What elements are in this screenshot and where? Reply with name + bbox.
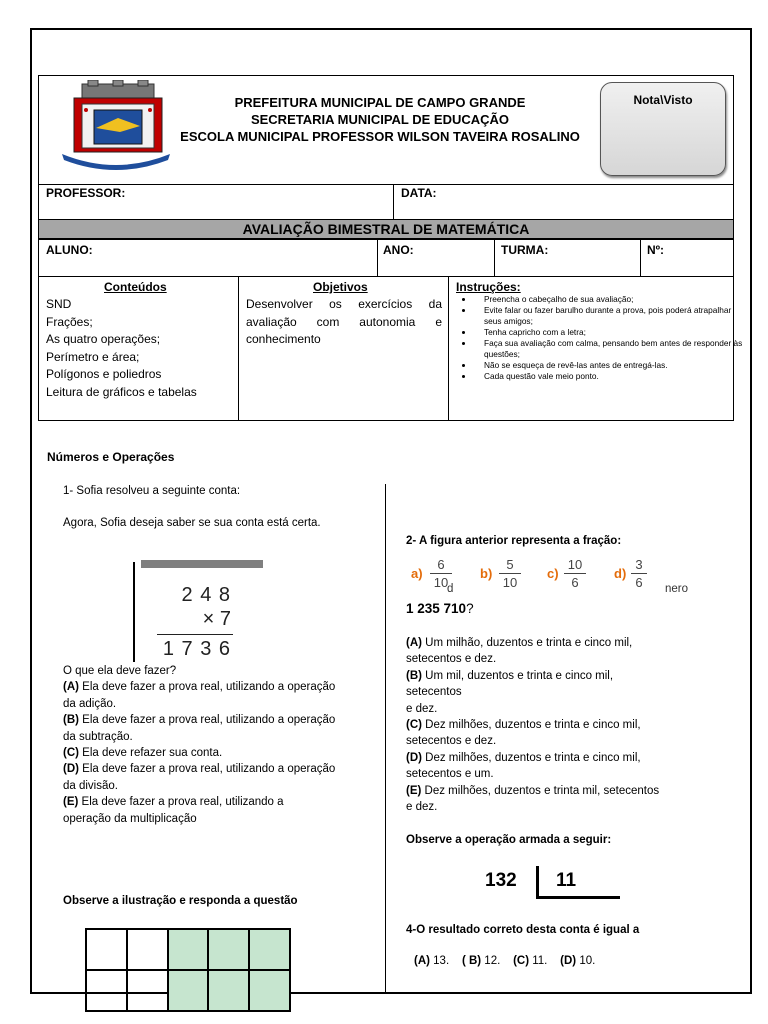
option-letter: (E): [406, 784, 422, 797]
q4-answer-c[interactable]: [513, 955, 547, 967]
number-label: Nº:: [647, 243, 665, 257]
q2-prompt: 2- A figura anterior representa a fração:: [406, 535, 622, 547]
q4-answers: [414, 955, 595, 967]
option-text: Dez milhões, duzentos e trinta e cinco mil,: [421, 751, 641, 764]
grid-cell-shaded: [168, 929, 209, 970]
content-item: Polígonos e poliedros: [46, 367, 162, 382]
fraction-denominator: 6: [635, 575, 643, 590]
exam-title: AVALIAÇÃO BIMESTRAL DE MATEMÁTICA: [242, 221, 530, 237]
option-text: Um mil, duzentos e trinta e cinco mil,: [421, 669, 614, 682]
option-text: Um milhão, duzentos e trinta e cinco mil,: [421, 637, 633, 649]
q1-question: O que ela deve fazer?: [63, 665, 177, 677]
q4-question: 4-O resultado correto desta conta é igual a: [406, 924, 640, 936]
q2-option-b[interactable]: [406, 668, 716, 684]
q1-prompt: 1- Sofia resolveu a seguinte conta:: [63, 485, 241, 497]
q4-answer-b[interactable]: [462, 955, 500, 967]
q2-option-e[interactable]: [406, 783, 716, 799]
q3-observe: Observe a operação armada a seguir:: [406, 834, 612, 846]
division-divisor: 11: [556, 870, 577, 891]
instruction-item: • Faça sua avaliação com calma, pensando bem antes de responder às questões;: [474, 338, 746, 360]
q2-option-b-cont2: e dez.: [406, 702, 438, 715]
q1-calculation-box: [133, 562, 261, 662]
q1-option-d-cont: da divisão.: [63, 779, 118, 792]
fraction-b: [499, 557, 521, 590]
instructions-list: [456, 294, 746, 382]
fraction-numerator: 3: [635, 557, 643, 572]
option-letter: (B): [63, 714, 79, 727]
content-item: SND: [46, 297, 72, 311]
option-text: 13.: [429, 955, 450, 967]
q1-option-a-cont: da adição.: [63, 697, 117, 710]
exam-title-bar: [38, 219, 734, 239]
fraction-numerator: 10: [567, 557, 583, 572]
grid-cell: [86, 929, 127, 970]
student-label: ALUNO:: [46, 243, 93, 257]
fraction-a: [430, 557, 452, 590]
grid-cell: [86, 970, 127, 1011]
calc-top-bar: [141, 560, 263, 568]
option-letter: (C): [513, 955, 530, 967]
division-bracket-horizontal: [536, 896, 620, 899]
q2-options: [406, 635, 716, 815]
grade-label: Nota\Visto: [633, 93, 693, 107]
fraction-option-d[interactable]: d): [614, 566, 627, 581]
column-divider: [385, 484, 386, 994]
option-letter: (A): [63, 681, 79, 694]
option-text: Dez milhões, duzentos e trinta mil, setecentos: [421, 784, 660, 797]
q2-option-c[interactable]: [406, 717, 716, 733]
calc-line: [157, 634, 233, 635]
content-item: Leitura de gráficos e tabelas: [46, 384, 197, 399]
fraction-denominator: 6: [571, 575, 579, 590]
grid-cell: [127, 970, 168, 1011]
instruction-item: • Evite falar ou fazer barulho durante a prova, pois poderá atrapalhar seus amigos;: [474, 305, 746, 327]
fraction-option-a[interactable]: a): [411, 566, 423, 581]
grade-box[interactable]: [600, 82, 726, 176]
header-line-1: PREFEITURA MUNICIPAL DE CAMPO GRANDE: [234, 95, 526, 110]
school-header: [160, 94, 600, 145]
contents-list: [46, 296, 197, 402]
option-letter: (D): [63, 763, 79, 776]
q1-option-a[interactable]: [63, 679, 363, 695]
instructions-title: Instruções:: [456, 280, 521, 294]
q1-option-d[interactable]: [63, 761, 363, 777]
q2-qmark: ?: [466, 601, 474, 616]
content-item: Perímetro e área;: [46, 349, 140, 364]
option-text: Dez milhões, duzentos e trinta e cinco mil,: [421, 719, 641, 732]
instruction-item: • Tenha capricho com a letra;: [474, 327, 746, 338]
objectives-text: Desenvolver os exercícios da avaliação com autonomia e conhecimento: [246, 297, 442, 347]
option-letter: (A): [414, 955, 430, 967]
q1-option-b-cont: da subtração.: [63, 730, 133, 743]
content-item: As quatro operações;: [46, 332, 161, 347]
option-letter: (C): [63, 747, 79, 760]
professor-label: PROFESSOR:: [46, 186, 126, 200]
coat-of-arms-logo: [56, 80, 176, 172]
q2-option-d[interactable]: [406, 750, 716, 766]
q1-option-b[interactable]: [63, 712, 363, 728]
q1-observe: Observe a ilustração e responda a questão: [63, 895, 298, 907]
q1-options: [63, 663, 363, 827]
q2-option-a-cont: setecentos e dez.: [406, 653, 497, 666]
option-text: 10.: [576, 955, 596, 967]
year-label: ANO:: [383, 243, 414, 257]
option-letter: (A): [406, 637, 422, 649]
option-text: 12.: [481, 955, 501, 967]
option-text: Ela deve fazer a prova real, utilizando a operação: [78, 763, 336, 776]
fraction-bar: [564, 573, 586, 574]
fraction-bar: [499, 573, 521, 574]
section-title: Números e Operações: [47, 450, 175, 464]
option-text: Ela deve fazer a prova real, utilizando a operação: [78, 681, 336, 694]
contents-title: Conteúdos: [104, 280, 167, 294]
q1-option-e[interactable]: [63, 794, 363, 810]
option-letter: (C): [406, 719, 422, 732]
division-dividend: 132: [485, 870, 517, 891]
fraction-c: [564, 557, 586, 590]
fraction-numerator: 6: [437, 557, 445, 572]
q2-option-b-cont: setecentos: [406, 686, 462, 699]
grid-cell-shaded: [249, 970, 290, 1011]
option-letter: ( B): [461, 955, 482, 967]
objectives-title: Objetivos: [313, 280, 368, 294]
grid-cell: [127, 929, 168, 970]
q1-option-c[interactable]: [63, 745, 363, 761]
q2-option-e-cont: e dez.: [406, 801, 438, 814]
option-text: Ela deve refazer sua conta.: [78, 747, 223, 760]
fraction-bar: [430, 573, 452, 574]
option-letter: (E): [63, 796, 79, 809]
option-letter: (D): [560, 955, 577, 967]
q4-answer-a[interactable]: [414, 955, 449, 967]
fraction-option-b[interactable]: b): [480, 566, 493, 581]
instruction-item: • Cada questão vale meio ponto.: [474, 371, 746, 382]
fraction-bar: [631, 573, 647, 574]
content-item: Frações;: [46, 314, 93, 329]
date-field[interactable]: [393, 184, 734, 220]
grid-cell-shaded: [208, 929, 249, 970]
fraction-d: [631, 557, 647, 590]
grid-cell-shaded: [249, 929, 290, 970]
q4-answer-d[interactable]: [560, 955, 595, 967]
fraction-grid: [85, 928, 291, 1012]
q2-hidden-left: d: [447, 583, 454, 595]
calc-multiplicand: 2 4 8: [181, 584, 231, 606]
q2-number: 1 235 710: [406, 601, 467, 616]
header-line-2: SECRETARIA MUNICIPAL DE EDUCAÇÃO: [250, 112, 510, 127]
class-label: TURMA:: [501, 243, 549, 257]
option-text: Ela deve fazer a prova real, utilizando a: [78, 796, 284, 809]
instruction-item: • Preencha o cabeçalho de sua avaliação;: [474, 294, 746, 305]
grid-cell-shaded: [168, 970, 209, 1011]
q2-option-a[interactable]: [406, 635, 716, 651]
option-text: 11.: [529, 955, 548, 967]
header-line-3: ESCOLA MUNICIPAL PROFESSOR WILSON TAVEIRA ROSALINO: [180, 129, 580, 144]
fraction-option-c[interactable]: c): [547, 566, 559, 581]
q2-option-d-cont: setecentos e um.: [406, 768, 494, 781]
q1-line2: Agora, Sofia deseja saber se sua conta está certa.: [63, 517, 321, 529]
option-letter: (D): [406, 751, 422, 764]
q2-number-line: [406, 601, 474, 616]
calc-multiplier: × 7: [202, 608, 231, 630]
instruction-item: • Não se esqueça de revê-las antes de entregá-las.: [474, 360, 746, 371]
fraction-denominator: 10: [433, 575, 449, 590]
q2-option-c-cont: setecentos e dez.: [406, 735, 497, 748]
fraction-denominator: 10: [502, 575, 518, 590]
date-label: DATA:: [401, 186, 437, 200]
calc-result: 1 7 3 6: [162, 638, 231, 660]
q1-option-e-cont: operação da multiplicação: [63, 812, 197, 825]
fraction-numerator: 5: [506, 557, 514, 572]
division-bracket-vertical: [536, 866, 539, 898]
grid-cell-shaded: [208, 970, 249, 1011]
option-letter: (B): [406, 669, 422, 682]
option-text: Ela deve fazer a prova real, utilizando a operação: [78, 714, 336, 727]
q2-hidden-right: nero: [665, 583, 689, 595]
